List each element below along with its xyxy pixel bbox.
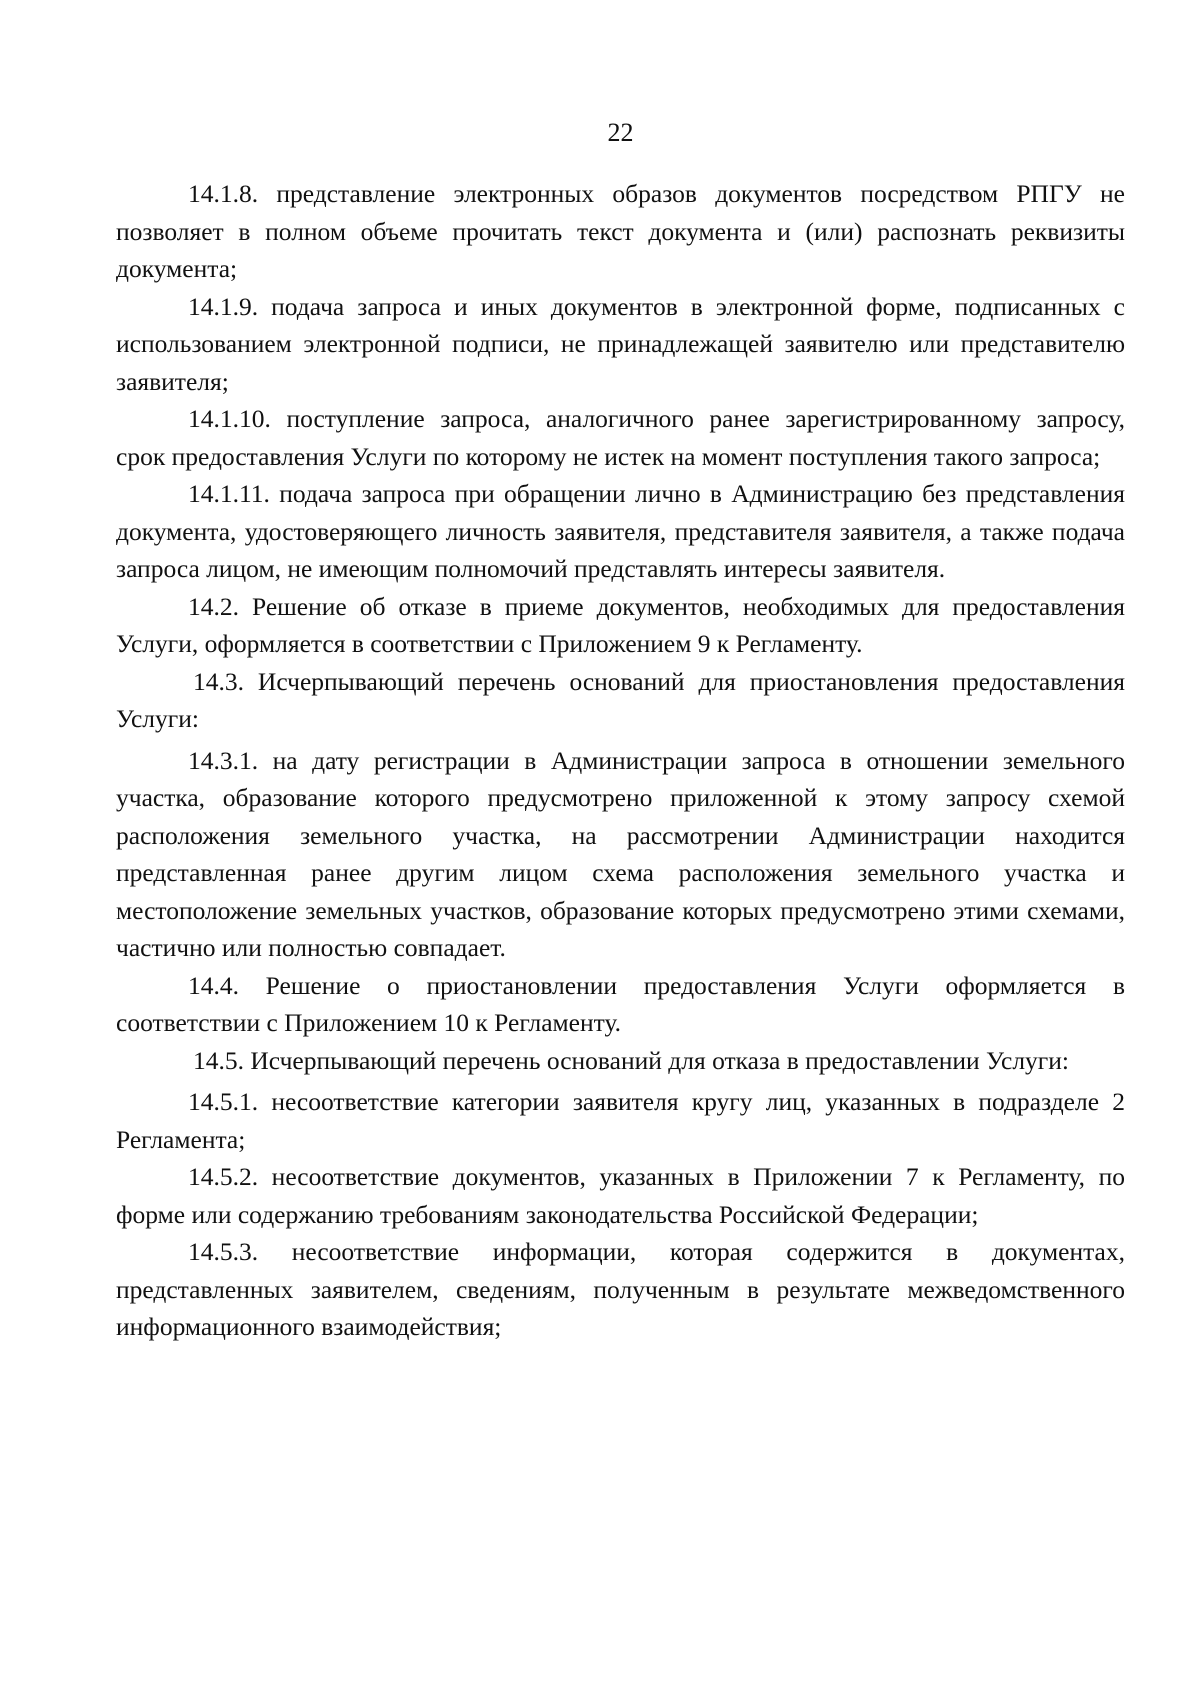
- paragraph-14-1-8: 14.1.8. представление электронных образов документов посредством РПГУ не позволяет в полном объеме прочитать текст документа и (или) распознать реквизиты документа;: [116, 179, 1125, 283]
- paragraph-14-5-2: 14.5.2. несоответствие документов, указанных в Приложении 7 к Регламенту, по форме или содержанию требованиям законодательства Российской Федерации;: [116, 1162, 1125, 1229]
- page-number: 22: [607, 118, 634, 147]
- paragraph-14-2: 14.2. Решение об отказе в приеме документов, необходимых для предоставления Услуги, оформляется в соответствии с Приложением 9 к Регламенту.: [116, 591, 1125, 658]
- paragraph-14-1-9: 14.1.9. подача запроса и иных документов в электронной форме, подписанных с использованием электронной подписи, не принадлежащей заявителю или представителю заявителя;: [116, 291, 1125, 396]
- paragraph-14-5: 14.5. Исчерпывающий перечень оснований для отказа в предоставлении Услуги:: [193, 1045, 1070, 1075]
- paragraph-14-4: 14.4. Решение о приостановлении предоставления Услуги оформляется в соответствии с Приложением 10 к Регламенту.: [116, 970, 1125, 1037]
- paragraph-14-3: 14.3. Исчерпывающий перечень оснований для приостановления предоставления Услуги:: [116, 666, 1125, 733]
- paragraph-14-5-1: 14.5.1. несоответствие категории заявителя кругу лиц, указанных в подразделе 2 Регламента;: [116, 1087, 1125, 1154]
- paragraph-14-3-1: 14.3.1. на дату регистрации в Администрации запроса в отношении земельного участка, образование которого предусмотрено приложенной к этому запросу схемой расположения земельного участка, на рассмотрении Администрации находится представленная ранее другим лицом схема расположения земельного участка и местоположение земельных участков, образование которых предусмотрено этими схемами, частично или полностью совпадает.: [116, 745, 1125, 962]
- paragraph-14-5-3: 14.5.3. несоответствие информации, которая содержится в документах, представленных заявителем, сведениям, полученным в результате межведомственного информационного взаимодействия;: [116, 1237, 1125, 1341]
- document-body: [116, 175, 1125, 1346]
- paragraph-14-1-10: 14.1.10. поступление запроса, аналогичного ранее зарегистрированному запросу, срок предоставления Услуги по которому не истек на момент поступления такого запроса;: [116, 404, 1125, 471]
- paragraph-14-1-11: 14.1.11. подача запроса при обращении лично в Администрацию без представления документа, удостоверяющего личность заявителя, представителя заявителя, а также подача запроса лицом, не имеющим полномочий представлять интересы заявителя.: [116, 479, 1125, 583]
